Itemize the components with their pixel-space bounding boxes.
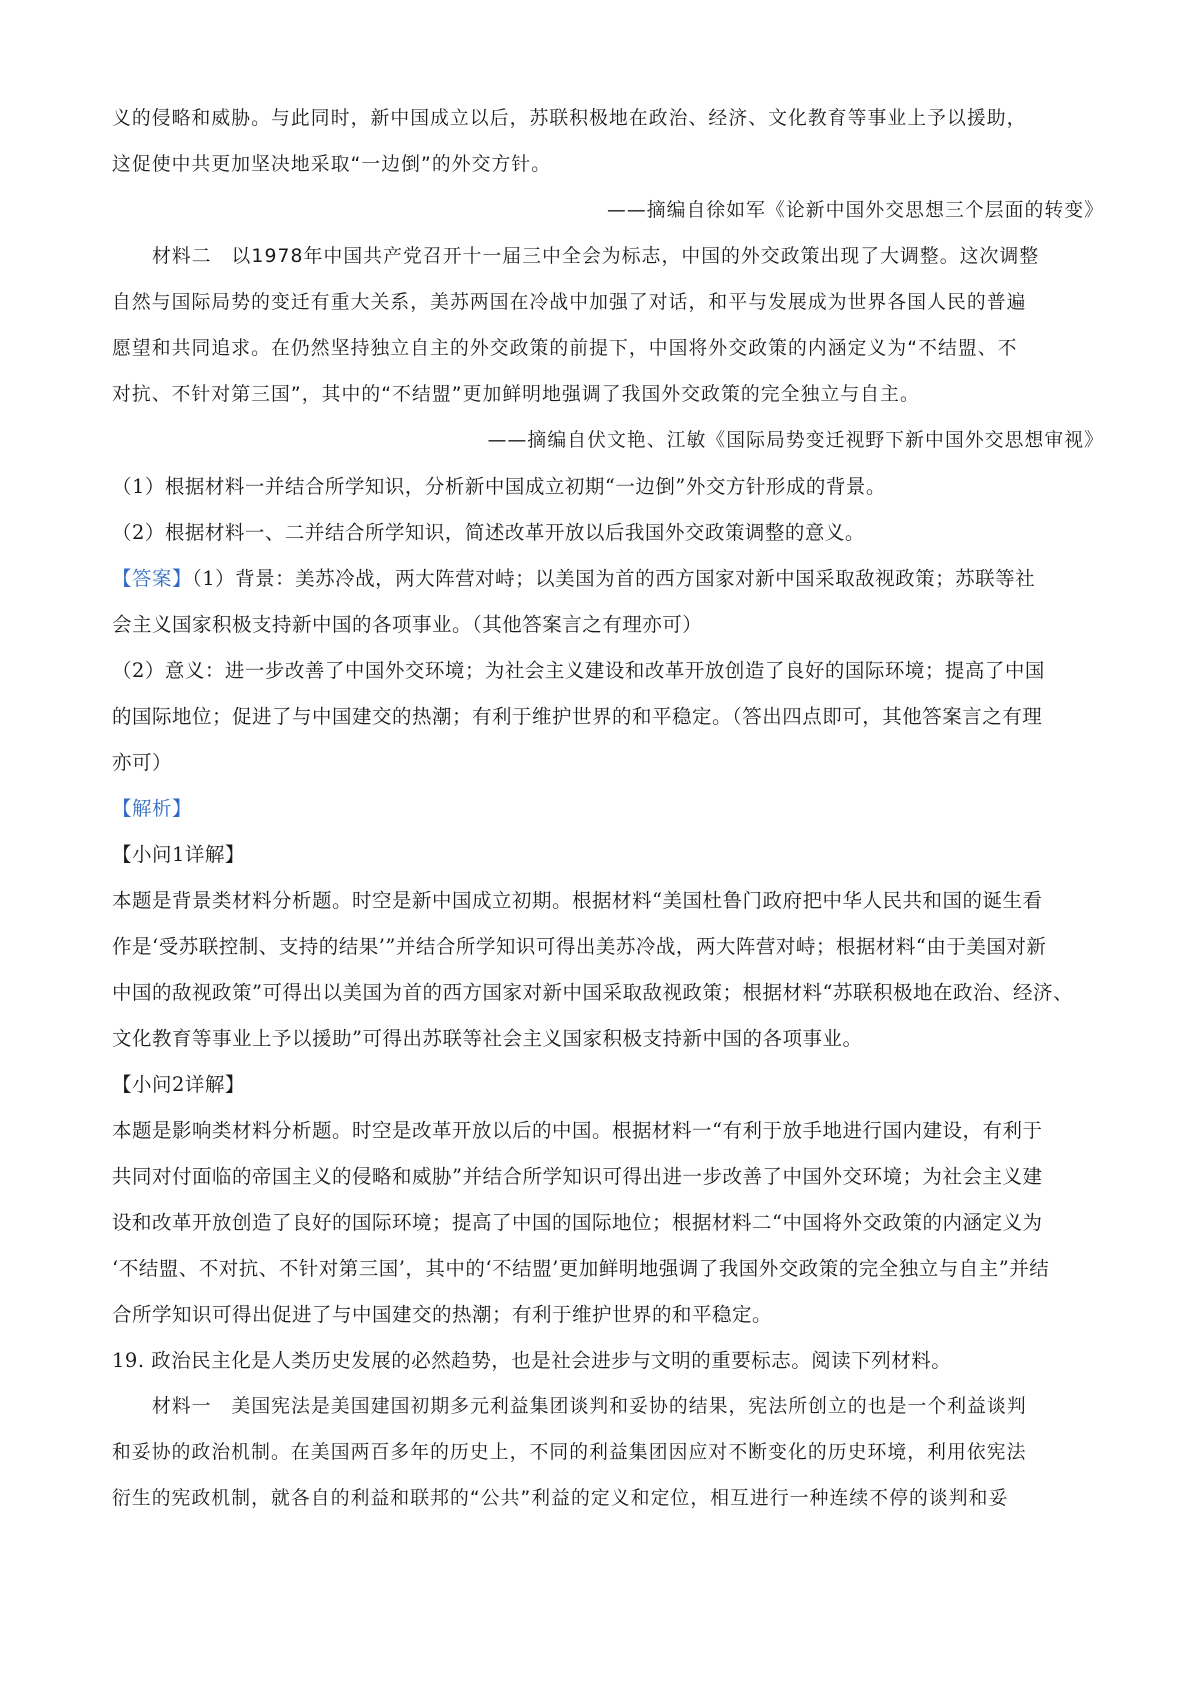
q19-material-line: 衍生的宪政机制，就各自的利益和联邦的“公共”利益的定义和定位，相互进行一种连续不停的谈判和妥 xyxy=(112,1488,1009,1509)
sub2-title: 【小问2详解】 xyxy=(112,1073,245,1096)
answer-line: 的国际地位；促进了与中国建交的热潮；有利于维护世界的和平稳定。（答出四点即可，其他答案言之有理 xyxy=(112,705,1043,728)
analysis-tag: 【解析】 xyxy=(112,797,193,820)
sub1-title: 【小问1详解】 xyxy=(112,843,245,866)
answer-line: （2）意义：进一步改善了中国外交环境；为社会主义建设和改革开放创造了良好的国际环境；提高了中国 xyxy=(112,659,1045,682)
sub2-line: 设和改革开放创造了良好的国际环境；提高了中国的国际地位；根据材料二“中国将外交政策的内涵定义为 xyxy=(112,1211,1043,1234)
sub1-line: 文化教育等事业上予以援助”可得出苏联等社会主义国家积极支持新中国的各项事业。 xyxy=(112,1027,863,1050)
sub2-line: ‘不结盟、不对抗、不针对第三国’，其中的‘不结盟’更加鲜明地强调了我国外交政策的完全独立与自主”并结 xyxy=(112,1257,1050,1280)
answer-line xyxy=(112,556,1104,602)
document-page xyxy=(112,96,1104,1522)
sub2-line: 合所学知识可得出促进了与中国建交的热潮；有利于维护世界的和平稳定。 xyxy=(112,1303,773,1326)
material2-source: ——摘编自伏文艳、江敏《国际局势变迁视野下新中国外交思想审视》 xyxy=(487,430,1104,451)
answer-line: 会主义国家积极支持新中国的各项事业。（其他答案言之有理亦可） xyxy=(112,613,703,636)
q19-material-line: 材料一 美国宪法是美国建国初期多元利益集团谈判和妥协的结果，宪法所创立的也是一个利益谈判 xyxy=(152,1396,1027,1417)
q19-material-line: 和妥协的政治机制。在美国两百多年的历史上，不同的利益集团因应对不断变化的历史环境，利用依宪法 xyxy=(112,1442,1027,1463)
question-2: （2）根据材料一、二并结合所学知识，简述改革开放以后我国外交政策调整的意义。 xyxy=(112,521,865,544)
answer-text: （1）背景：美苏冷战，两大阵营对峙；以美国为首的西方国家对新中国采取敌视政策；苏联等社 xyxy=(192,567,1036,590)
question-1: （1）根据材料一并结合所学知识，分析新中国成立初期“一边倒”外交方针形成的背景。 xyxy=(112,475,886,498)
question-19-title: 19. 政治民主化是人类历史发展的必然趋势，也是社会进步与文明的重要标志。阅读下列材料。 xyxy=(112,1349,952,1372)
sub2-line: 本题是影响类材料分析题。时空是改革开放以后的中国。根据材料一“有利于放手地进行国内建设，有利于 xyxy=(112,1119,1043,1142)
material1-source: ——摘编自徐如军《论新中国外交思想三个层面的转变》 xyxy=(606,200,1104,221)
sub1-line: 本题是背景类材料分析题。时空是新中国成立初期。根据材料“美国杜鲁门政府把中华人民共和国的诞生看 xyxy=(112,889,1043,912)
material2-line: 自然与国际局势的变迁有重大关系，美苏两国在冷战中加强了对话，和平与发展成为世界各国人民的普遍 xyxy=(112,292,1027,313)
material2-line: 愿望和共同追求。在仍然坚持独立自主的外交政策的前提下，中国将外交政策的内涵定义为“不结盟、不 xyxy=(112,338,1018,359)
sub2-line: 共同对付面临的帝国主义的侵略和威胁”并结合所学知识可得出进一步改善了中国外交环境；为社会主义建 xyxy=(112,1165,1043,1188)
sub1-line: 中国的敌视政策”可得出以美国为首的西方国家对新中国采取敌视政策；根据材料“苏联积极地在政治、经济、 xyxy=(112,981,1073,1004)
answer-line: 亦可） xyxy=(112,751,173,774)
material1-line: 这促使中共更加坚决地采取“一边倒”的外交方针。 xyxy=(112,154,552,175)
answer-tag: 【答案】 xyxy=(112,567,193,590)
material2-line: 材料二 以1978年中国共产党召开十一届三中全会为标志，中国的外交政策出现了大调整。这次调整 xyxy=(152,246,1040,267)
material2-line: 对抗、不针对第三国”，其中的“不结盟”更加鲜明地强调了我国外交政策的完全独立与自主。 xyxy=(112,384,920,405)
material1-line: 义的侵略和威胁。与此同时，新中国成立以后，苏联积极地在政治、经济、文化教育等事业上予以援助， xyxy=(112,108,1027,129)
analysis-line xyxy=(112,786,1104,832)
sub1-line: 作是‘受苏联控制、支持的结果’”并结合所学知识可得出美苏冷战，两大阵营对峙；根据材料“由于美国对新 xyxy=(112,935,1047,958)
